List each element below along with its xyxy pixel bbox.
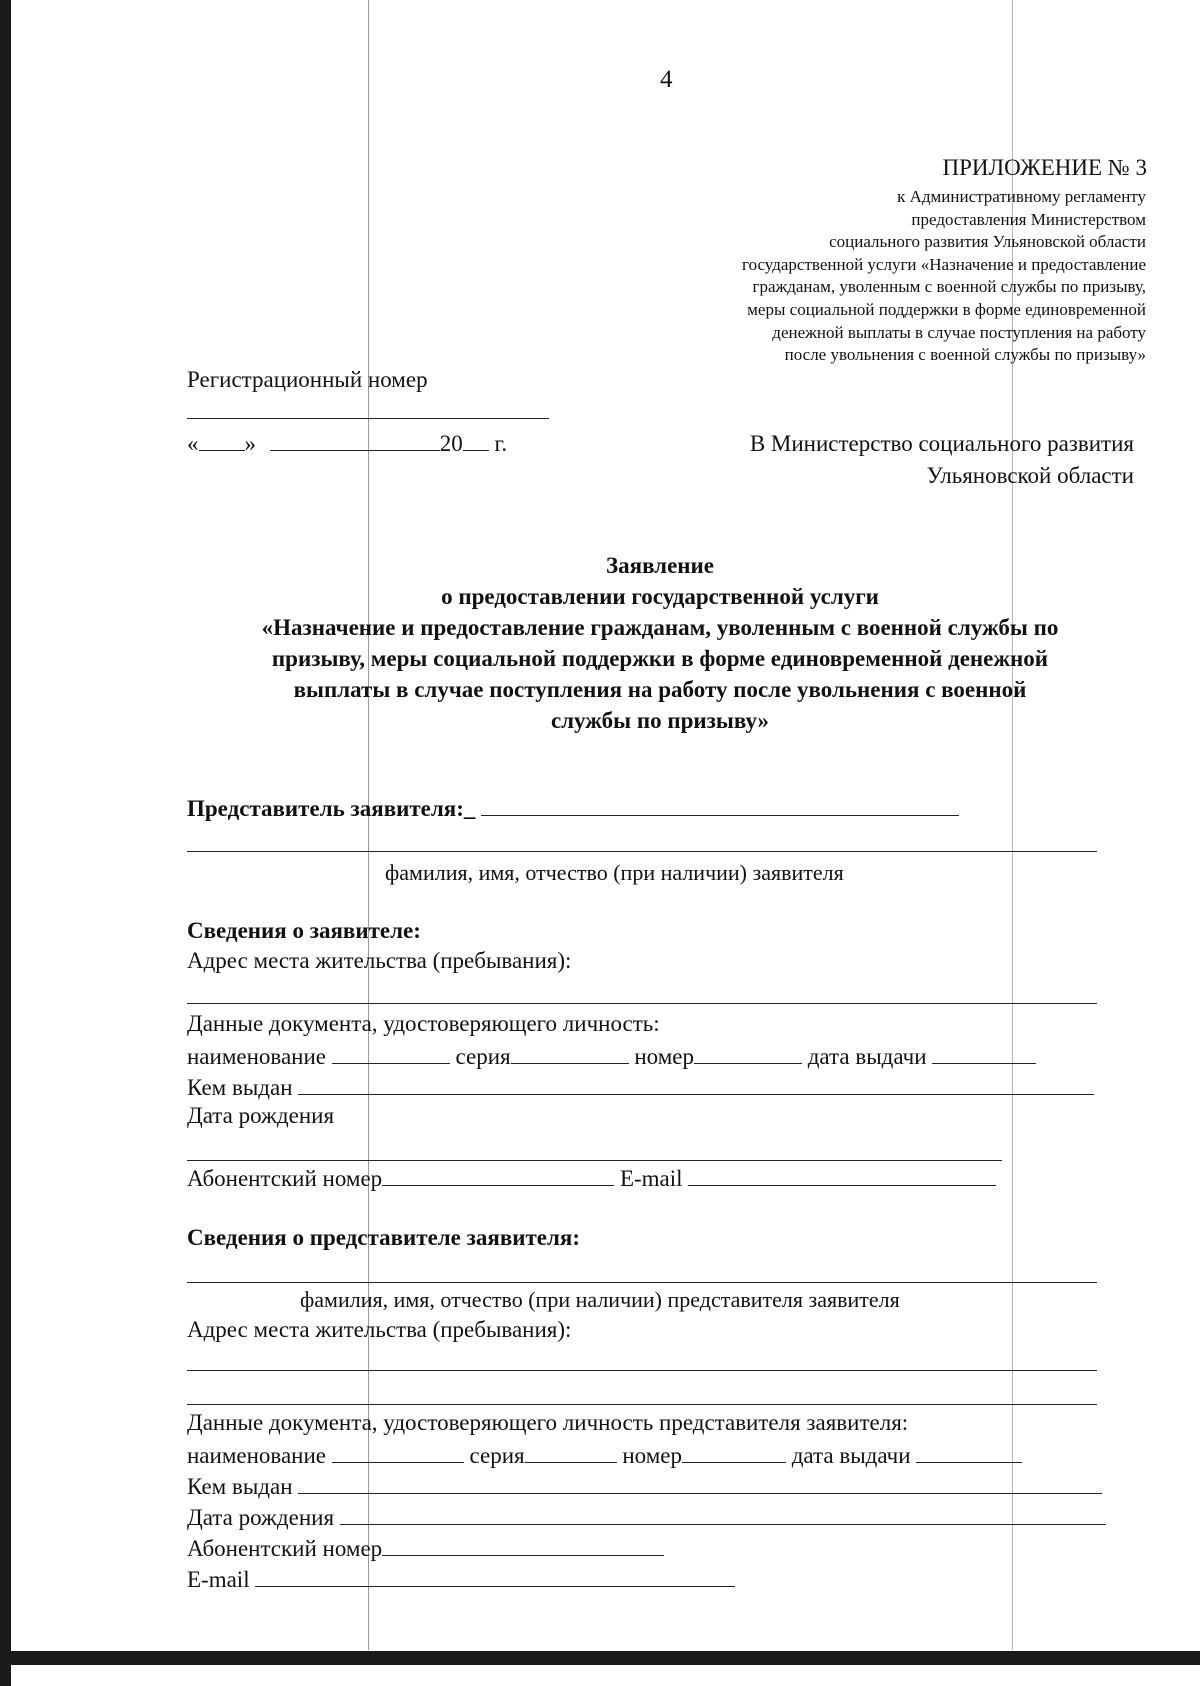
doc-series-label: серия (455, 1044, 511, 1069)
appendix-line: к Административному регламенту (897, 187, 1146, 206)
date-month-field[interactable] (270, 428, 440, 451)
rep-doc-series-label: серия (469, 1443, 525, 1468)
year-suffix: г. (494, 431, 508, 456)
applicant-id-doc-row (187, 1041, 1036, 1070)
rep-issued-by-label: Кем выдан (187, 1474, 293, 1499)
appendix-line: меры социальной поддержки в форме единовременной (747, 299, 1146, 319)
registration-number-field[interactable] (187, 418, 549, 419)
rep-info-caption: фамилия, имя, отчество (при наличии) представителя заявителя (300, 1287, 900, 1312)
applicant-birth-date-field[interactable] (187, 1160, 1002, 1161)
rep-birth-date-field[interactable] (340, 1502, 1106, 1525)
applicant-issued-by-row (187, 1072, 1094, 1101)
email-field[interactable] (688, 1163, 996, 1186)
appendix-reference (742, 186, 1146, 367)
rep-address-field-line1[interactable] (187, 1370, 1097, 1371)
doc-name-field[interactable] (332, 1041, 450, 1064)
date-year-field[interactable] (463, 428, 489, 451)
rep-email-label: E-mail (187, 1567, 250, 1592)
title-line: «Назначение и предоставление гражданам, уволенным с военной службы по (261, 615, 1059, 640)
rep-id-doc-row (187, 1440, 1022, 1469)
rep-issued-by-field[interactable] (298, 1471, 1102, 1494)
rep-doc-name-label: наименование (187, 1443, 326, 1468)
rep-issued-by-row (187, 1471, 1102, 1500)
issued-by-field[interactable] (298, 1072, 1094, 1095)
doc-name-label: наименование (187, 1044, 326, 1069)
rep-doc-number-label: номер (622, 1443, 682, 1468)
rep-doc-issue-date-label: дата выдачи (791, 1443, 911, 1468)
representative-name-field-line2[interactable] (187, 851, 1097, 852)
phone-field[interactable] (382, 1163, 614, 1186)
phone-label: Абонентский номер (187, 1166, 383, 1191)
page-number: 4 (660, 66, 673, 93)
scan-edge-bottom (0, 1651, 1200, 1665)
fold-line-left (368, 0, 369, 1650)
rep-doc-name-field[interactable] (332, 1440, 464, 1463)
representative-row (187, 793, 959, 822)
appendix-title: ПРИЛОЖЕНИЕ № 3 (942, 155, 1147, 180)
rep-email-row (187, 1564, 735, 1593)
representative-label: Представитель заявителя: (187, 796, 464, 821)
doc-series-field[interactable] (511, 1041, 629, 1064)
quote-close: » (244, 431, 256, 456)
addressee-line: В Министерство социального развития (749, 431, 1134, 456)
representative-underscore: _ (463, 796, 476, 821)
rep-name-field[interactable] (187, 1282, 1097, 1283)
title-line: службы по призыву» (550, 708, 770, 733)
applicant-heading: Сведения о заявителе: (187, 918, 421, 943)
applicant-address-label: Адрес места жительства (пребывания): (187, 948, 572, 973)
year-prefix: 20 (439, 431, 463, 456)
title-line: Заявление (605, 553, 715, 578)
rep-address-field-line2[interactable] (187, 1404, 1097, 1405)
email-label: E-mail (619, 1166, 683, 1191)
title-line: о предоставлении государственной услуги (441, 584, 879, 609)
rep-doc-series-field[interactable] (525, 1440, 617, 1463)
rep-info-heading: Сведения о представителе заявителя: (187, 1225, 581, 1250)
quote-open: « (187, 431, 199, 456)
date-day-field[interactable] (199, 428, 245, 451)
rep-id-doc-label: Данные документа, удостоверяющего личность представителя заявителя: (187, 1410, 909, 1435)
appendix-line: предоставления Министерством (911, 209, 1146, 229)
addressee (750, 428, 1134, 492)
rep-doc-number-field[interactable] (682, 1440, 786, 1463)
registration-label: Регистрационный номер (187, 367, 428, 392)
doc-number-label: номер (634, 1044, 694, 1069)
appendix-line: социального развития Ульяновской области (829, 232, 1146, 252)
representative-caption: фамилия, имя, отчество (при наличии) заявителя (385, 860, 844, 885)
appendix-line: денежной выплаты в случае поступления на работу (772, 322, 1146, 342)
appendix-line: государственной услуги «Назначение и предоставление (742, 254, 1146, 274)
rep-phone-row (187, 1533, 664, 1562)
doc-issue-date-field[interactable] (932, 1041, 1036, 1064)
doc-number-field[interactable] (694, 1041, 802, 1064)
rep-doc-issue-date-field[interactable] (916, 1440, 1022, 1463)
issued-by-label: Кем выдан (187, 1075, 293, 1100)
appendix-line: после увольнения с военной службы по призыву» (784, 345, 1146, 365)
title-line: выплаты в случае поступления на работу после увольнения с военной (293, 677, 1027, 702)
rep-phone-field[interactable] (382, 1533, 664, 1556)
applicant-contact-row (187, 1163, 996, 1192)
appendix-line: гражданам, уволенным с военной службы по призыву, (752, 277, 1146, 297)
rep-address-label: Адрес места жительства (пребывания): (187, 1317, 572, 1342)
applicant-id-doc-label: Данные документа, удостоверяющего личность: (187, 1011, 660, 1036)
rep-birth-date-row (187, 1502, 1106, 1531)
document-title (160, 550, 1160, 736)
doc-issue-date-label: дата выдачи (807, 1044, 927, 1069)
registration-date (187, 428, 507, 457)
rep-phone-label: Абонентский номер (187, 1536, 383, 1561)
applicant-address-field[interactable] (187, 1003, 1097, 1004)
rep-email-field[interactable] (255, 1564, 735, 1587)
representative-name-field[interactable] (481, 793, 959, 816)
addressee-line: Ульяновской области (926, 463, 1134, 488)
rep-birth-date-label: Дата рождения (187, 1505, 335, 1530)
title-line: призыву, меры социальной поддержки в форме единовременной денежной (271, 646, 1049, 671)
scan-edge-left (0, 0, 11, 1686)
applicant-birth-date-label: Дата рождения (187, 1103, 335, 1128)
